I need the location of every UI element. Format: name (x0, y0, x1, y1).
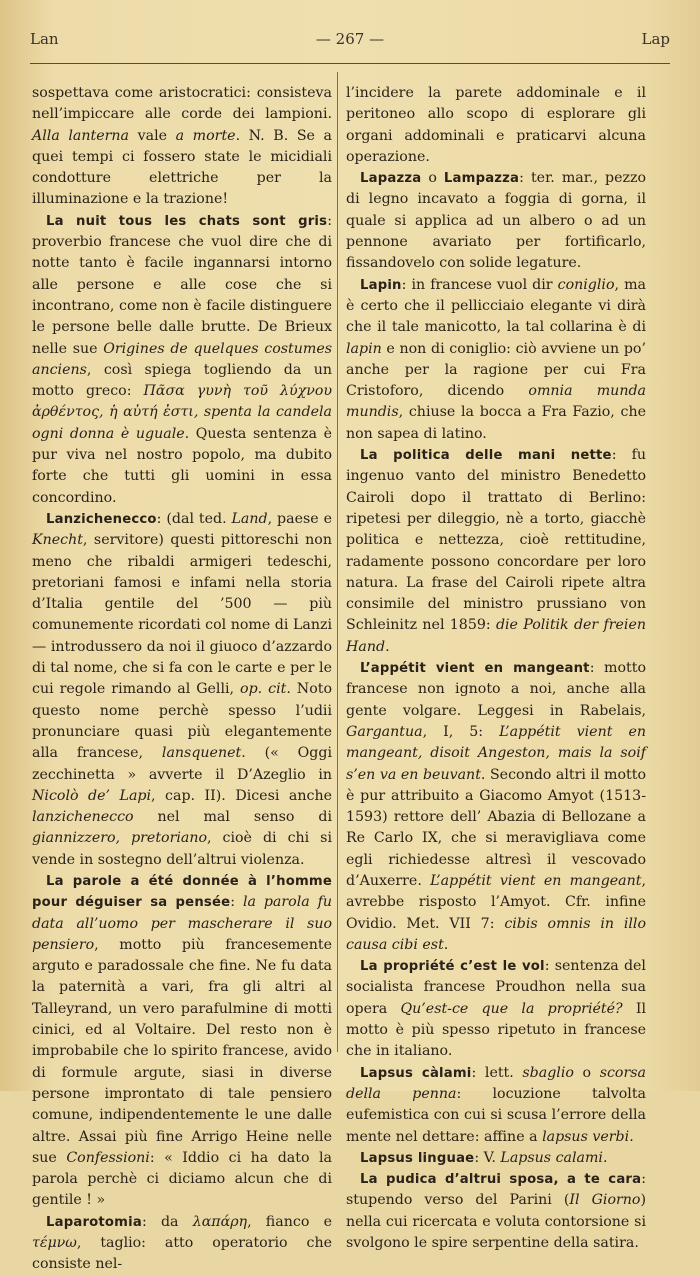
italic-text: Land (231, 510, 268, 527)
headword: La nuit tous les chats sont gris (46, 213, 328, 229)
entry-linguae (346, 1148, 646, 1169)
entry-text: , fianco e (247, 1213, 332, 1230)
entry-text: , servitore) questi pittoreschi non meno che ribaldi armigeri tedeschi, pretoriani famosi e infami nella storia d’Italia gentile del ’500 — più comunemente ricordati col nome di Lanzi — introdussero da noi il giuoco d’azzardo di tal nome, che si fa con le carte e per le cui regole rimando al Gelli, (32, 532, 332, 698)
entry-text: : « Iddio ci ha dato la parola perchè ci diciamo alcun che di gentile ! » (32, 1149, 332, 1209)
entry-text: , così spiega togliendo da un motto greco: (32, 361, 332, 400)
headword: Lapsus càlami (360, 1065, 472, 1081)
header-right-guideword: Lap (641, 30, 670, 48)
italic-text: L’appétit vient en mangeant (430, 872, 642, 889)
running-header (30, 30, 670, 54)
italic-text: lapin (346, 340, 382, 357)
italic-text: Lapsus calami (500, 1149, 603, 1166)
entry-text: : locuzione talvolta eufemistica con cui si scusa l’errore della mente nel dettare: affine a (346, 1085, 646, 1145)
entry-text: : motto francese non ignoto a noi, anche alla gente volgare. Leggesi in Rabelais, (346, 660, 646, 719)
entry-cont (32, 83, 332, 211)
entry-appetit (346, 658, 646, 956)
entry-text: . (602, 1149, 608, 1166)
italic-text: cibis omnis in illo causa cibi est (346, 915, 646, 953)
headword: La parole a été donnée à l’homme pour déguiser sa pensée (32, 873, 332, 911)
italic-text: Il Giorno (569, 1192, 641, 1209)
right-column (346, 83, 646, 1254)
entry-text: e non di coniglio: ciò avviene un po’ anche per la ragione per cui Fra Cristoforo, dicendo (346, 340, 646, 400)
header-rule (30, 63, 670, 64)
entry-text: : in francese vuol dir (401, 276, 558, 293)
entry-lanzi (32, 509, 332, 871)
entry-calami (346, 1063, 646, 1148)
entry-text: , cioè di chi si vende in sostegno dell’altrui violenza. (32, 830, 332, 868)
entry-text: , chiuse la bocca a Fra Fazio, che non sapea di latino. (346, 404, 646, 442)
italic-text: coniglio (557, 276, 615, 293)
entry-propriete (346, 956, 646, 1062)
italic-text: L’appétit vient en mangeant, disoit Angeston, mais la soif s’en va en beuvant (346, 723, 646, 783)
italic-text: Qu’est-ce que la propriété? (400, 1000, 623, 1017)
entry-lapin (346, 275, 646, 445)
entry-text: : ter. mar., pezzo di legno incavato a foggia di gorna, il quale si applica ad un albero o ad un pennone avariato per fortificarlo, fissandovelo con solide legature. (346, 170, 647, 272)
italic-text: giannizzero, pretoriano (32, 830, 208, 847)
entry-text: ) nella cui ricercata e voluta contorsione si svolgono le spire serpentine della satira. (346, 1192, 646, 1252)
headword: Lanzichenecco (46, 511, 157, 527)
entry-text: vale (129, 127, 176, 144)
headword: Lampazza (443, 171, 520, 187)
entry-text: . Secondo altri il motto è pur attribuito a Giacomo Amyot (1513-1593) rettore dell’ Abazia di Bellozane a Re Carlo IX, che si meravigliava come egli richiedesse altresì il vescovado d’Auxerre. (346, 766, 646, 889)
italic-text: lanzichenecco (32, 809, 134, 826)
entry-lapazza (346, 168, 646, 274)
italic-text: lapsus verbi (542, 1128, 630, 1145)
entry-text: o (421, 170, 444, 187)
entry-laparo (32, 1212, 332, 1276)
headword: Lapazza (360, 171, 422, 187)
italic-text: lansquenet (161, 745, 242, 762)
italic-text: scorsa della penna (346, 1064, 646, 1102)
headword: La politica delle mani nette (360, 448, 612, 464)
entry-text: , ma è certo che il pellicciaio elegante vi dirà che il tale manicotto, la tal collarina è di (346, 276, 646, 336)
entry-text: . N. B. Se a quei tempi ci fossero state le micidiali condotture elettriche per la illuminazione e la trazione! (32, 127, 333, 208)
entry-text: : sentenza del socialista francese Proudhon nella sua opera (346, 958, 646, 1017)
italic-text: op. cit. (240, 681, 291, 698)
entry-text: : stupendo verso del Parini ( (346, 1171, 646, 1209)
entry-text: . Questa sentenza è pur viva nel nostro popolo, ma dubito forte che tutti gli uomini in essa concordino. (32, 425, 332, 506)
entry-text: : (dal ted. (156, 510, 232, 527)
entry-text: : fu ingenuo vanto del ministro Benedetto Cairoli dopo il trattato di Berlino: ripetesi per dileggio, nè a torto, giacchè politica e nettezza, cioè rettitudine, radamente possono concordare per loro natura. La frase del Cairoli ripete altra consimile del ministro prussiano von Schleinitz nel 1859: (346, 447, 646, 634)
italic-text: Πᾶσα γυνὴ τοῦ λύχνου ἀρθέντος, ἡ αὐτή ἐστι, spenta la candela ogni donna è uguale (32, 383, 332, 442)
entry-text: : da (141, 1213, 193, 1230)
italic-text: τέμνω (32, 1235, 77, 1252)
entry-text: : lett. (471, 1064, 523, 1081)
header-left-guideword: Lan (30, 30, 59, 48)
entry-text: , motto più francesemente arguto e paradossale che fine. Ne fu data la paternità a vari, fra gli altri al Talleyrand, un vero parafulmine di motti cinici, ed al Voltaire. Del resto non è improbabile che lo spirito francese, avido di formule argute, siasi in diverse persone improntato di tale pensiero comune, indipendentemente le une dalle altre. Assai più fine Arrigo Heine nelle sue (32, 936, 332, 1166)
entry-text: . (443, 936, 449, 953)
entry-text: . (« Oggi zecchinetta » avverte il D’Azeglio in (32, 745, 333, 783)
entry-pudica (346, 1169, 646, 1254)
italic-text: a morte (175, 127, 236, 144)
italic-text: die Politik der freien Hand (346, 617, 646, 655)
entry-text: : proverbio francese che vuol dire che di notte tanto è facile ingannarsi intorno alle persone e alle cose che si incontrano, come non è facile distinguere le persone belle dalle brutte. De Brieux nelle sue (32, 212, 332, 357)
entry-cont2 (346, 83, 646, 168)
entry-text: , paese e (267, 510, 332, 527)
italic-text: Alla lanterna (32, 127, 129, 144)
headword: Laparotomia (46, 1214, 142, 1230)
entry-parole (32, 871, 332, 1212)
page-number: — 267 — (315, 30, 385, 48)
entry-text: , cap. II). Dicesi anche (151, 787, 332, 804)
italic-text: λαπάρη (192, 1213, 248, 1230)
entry-text: nel mal senso di (133, 809, 332, 826)
entry-text: Il motto è più spesso ripetuto in francese che in italiano. (346, 1000, 646, 1060)
italic-text: la parola fu data all’uomo per mascherare il suo pensiero (32, 894, 332, 953)
entry-text: , avrebbe risposto l’Amyot. Cfr. infine Ovidio. Met. VII 7: (346, 872, 646, 932)
italic-text: Knecht (32, 532, 83, 549)
left-column (32, 83, 332, 1276)
entry-text: l’incidere la parete addominale e il peritoneo allo scopo di esplorare gli organi addominali e praticarvi alcuna operazione. (346, 85, 646, 165)
entry-text: : (230, 894, 243, 911)
column-divider (337, 72, 338, 1052)
entry-text: , taglio: atto operatorio che consiste nel- (32, 1235, 332, 1273)
entry-text: Noto questo nome perchè spesso l’udii pronunciare quasi più elegantemente alla francese, (32, 681, 332, 762)
entry-text: . (629, 1128, 634, 1145)
entry-text: , I, 5: (422, 723, 500, 740)
entry-text: . (385, 638, 390, 655)
headword: La propriété c’est le vol (360, 959, 545, 975)
entry-politica (346, 445, 646, 658)
italic-text: Origines de quelques costumes anciens (32, 340, 332, 378)
italic-text: Gargantua (346, 723, 423, 740)
headword: La pudica d’altrui sposa, a te cara (360, 1172, 642, 1188)
italic-text: sbaglio (522, 1064, 574, 1081)
entry-text: sospettava come aristocratici: consisteva nell’impiccare alle corde dei lampioni. (32, 85, 332, 123)
entry-nuit (32, 211, 332, 509)
headword: Lapin (360, 277, 402, 293)
headword: L’appétit vient en mangeant (360, 661, 590, 677)
entry-text: o (573, 1064, 600, 1081)
headword: Lapsus linguae (360, 1150, 475, 1166)
entry-text: : V. (474, 1149, 501, 1166)
italic-text: omnia munda mundis (346, 383, 646, 421)
italic-text: Nicolò de’ Lapi (32, 787, 152, 804)
italic-text: Confessioni (66, 1149, 150, 1166)
